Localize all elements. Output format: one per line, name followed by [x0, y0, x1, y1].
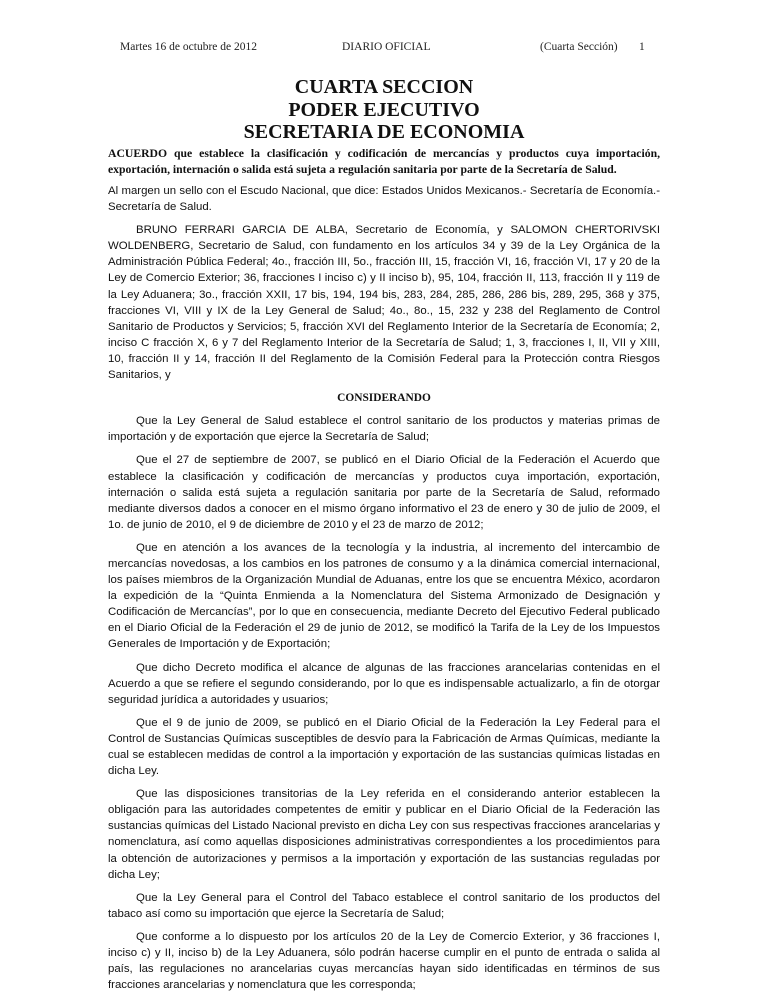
header-publication: DIARIO OFICIAL: [342, 41, 431, 53]
acuerdo-title: ACUERDO que establece la clasificación y codificación de mercancías y productos cuya importación, exportación, internación o salida está sujeta a regulación sanitaria por parte de la Secretaría de Salud.: [108, 147, 660, 176]
header-section: (Cuarta Sección): [540, 41, 618, 53]
considerando-paragraph: Que el 9 de junio de 2009, se publicó en el Diario Oficial de la Federación la Ley Federal para el Control de Sustancias Químicas susceptibles de desvío para la Fabricación de Armas Químicas, mediante la cual se establecen medidas de control a la importación y exportación de las sustancias químicas listadas en dicha Ley.: [108, 716, 660, 778]
ministry-title: SECRETARIA DE ECONOMIA: [243, 121, 525, 143]
considerando-paragraph: Que en atención a los avances de la tecnología y la industria, al incremento del intercambio de mercancías novedosas, a los cambios en los patrones de consumo y a la dinámica comercial internacional, los países miembros de la Organización Mundial de Aduanas, entre los que se encuentra México, acordaron la expedición de la “Quinta Enmienda a la Nomenclatura del Sistema Armonizado de Designación y Codificación de Mercancías”, por lo que en consecuencia, mediante Decreto del Ejecutivo Federal publicado en el Diario Oficial de la Federación el 29 de junio de 2012, se modificó la Tarifa de la Ley de los Impuestos Generales de Importación y de Exportación;: [108, 541, 660, 651]
considerando-paragraph: Que las disposiciones transitorias de la Ley referida en el considerando anterior establecen la obligación para las autoridades competentes de emitir y publicar en el Diario Oficial de la Federación las sustancias químicas del Listado Nacional previsto en dicha Ley con sus respectivas fracciones arancelarias y nomenclatura, así como aquellas disposiciones administrativas correspondientes a los procedimientos para la obtención de autorizaciones y permisos a la importación y exportación de las sustancias reguladas por dicha Ley;: [108, 788, 660, 881]
header-page-number: 1: [639, 41, 645, 53]
preamble-paragraph: BRUNO FERRARI GARCIA DE ALBA, Secretario de Economía, y SALOMON CHERTORIVSKI WOLDENBERG, Secretario de Salud, con fundamento en los artículos 34 y 39 de la Ley Orgánica de la Administración Pública Federal; 4o., fracción III, 5o., fracción III, 15, fracción VI, 16, fracción VI, 17 y 20 de la Ley de Comercio Exterior; 36, fracciones I inciso c) y II inciso b), 95, 104, fracción II, 113, fracción II y 119 de la Ley Aduanera; 3o., fracción XXII, 17 bis, 194, 194 bis, 283, 284, 285, 286, 286 bis, 289, 295, 368 y 375, fracciones VI, VIII y IX de la Ley General de Salud; 4o., 8o., 15, 232 y 238 del Reglamento de Control Sanitario de Productos y Servicios; 5, fracción XVI del Reglamento Interior de la Secretaría de Economía; 2, inciso C fracción X, 6 y 7 del Reglamento Interior de la Secretaría de Salud; 1, 3, fracciones I, II, VII y XIII, 10, fracción II y 14, fracción II del Reglamento de la Comisión Federal para la Protección contra Riesgos Sanitarios, y: [108, 224, 660, 382]
considerando-paragraph: Que conforme a lo dispuesto por los artículos 20 de la Ley de Comercio Exterior, y 36 fracciones I, inciso c) y II, inciso b) de la Ley Aduanera, sólo podrán hacerse cumplir en el punto de entrada o salida al país, las regulaciones no arancelarias cuyas mercancías hayan sido identificadas en términos de sus fracciones arancelarias y nomenclatura que les corresponda;: [108, 930, 660, 992]
section-title: CUARTA SECCION: [294, 76, 474, 98]
seal-note: Al margen un sello con el Escudo Nacional, que dice: Estados Unidos Mexicanos.- Secretaría de Economía.- Secretaría de Salud.: [108, 185, 660, 214]
considerando-paragraph: Que el 27 de septiembre de 2007, se publicó en el Diario Oficial de la Federación el Acuerdo que establece la clasificación y codificación de mercancías y productos cuya importación, exportación, internación o salida está sujeta a regulación sanitaria por parte de la Secretaría de Salud, reformado mediante diversos dados a conocer en el mismo órgano informativo el 23 de enero y 30 de julio de 2009, el 1o. de junio de 2010, el 9 de diciembre de 2010 y el 23 de marzo de 2012;: [108, 454, 660, 531]
branch-title: PODER EJECUTIVO: [288, 98, 480, 121]
document-body: [108, 146, 660, 1000]
considerando-paragraph: Que la Ley General para el Control del Tabaco establece el control sanitario de los productos del tabaco así como su importación que ejerce la Secretaría de Salud;: [108, 891, 660, 920]
title-block: [108, 76, 660, 144]
considerando-paragraph: Que la Ley General de Salud establece el control sanitario de los productos y materias primas de importación y de exportación que ejerce la Secretaría de Salud;: [108, 415, 660, 444]
considerando-paragraph: Que dicho Decreto modifica el alcance de algunas de las fracciones arancelarias contenidas en el Acuerdo a que se refiere el segundo considerando, por lo que es indispensable actualizarlo, a fin de otorgar seguridad jurídica a autoridades y usuarios;: [108, 661, 660, 706]
header-date: Martes 16 de octubre de 2012: [120, 41, 258, 53]
considerando-heading: CONSIDERANDO: [337, 392, 431, 405]
